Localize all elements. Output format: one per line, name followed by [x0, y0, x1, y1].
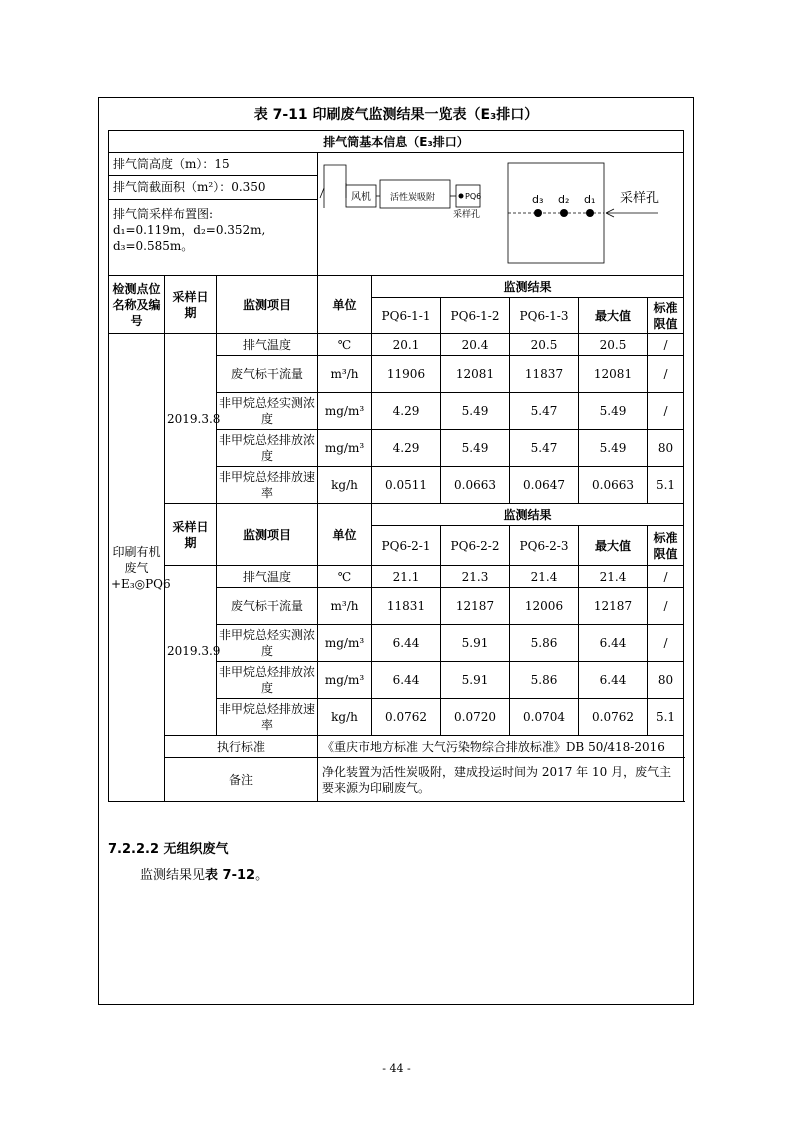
table-cell: 20.1 [372, 334, 441, 356]
point-d1-icon [586, 209, 594, 217]
col-sample-3: PQ6-1-3 [510, 298, 579, 334]
table-cell-limit: 80 [648, 662, 684, 699]
table-cell-max: 5.49 [579, 393, 648, 430]
table-cell-max: 0.0663 [579, 467, 648, 504]
table-row-unit: m³/h [318, 356, 372, 393]
table-cell: 5.91 [441, 662, 510, 699]
table-row-unit: mg/m³ [318, 393, 372, 430]
col-sample-2: PQ6-2-2 [441, 526, 510, 566]
table-caption: 表 7-11 印刷废气监测结果一览表（E₃排口） [253, 107, 539, 123]
table-cell: 20.5 [510, 334, 579, 356]
header-unit-2: 单位 [318, 504, 372, 566]
sample-hole-label: 采样孔 [453, 210, 481, 220]
table-cell-max: 20.5 [579, 334, 648, 356]
table-cell-max: 5.49 [579, 430, 648, 467]
table-cell: 5.91 [441, 625, 510, 662]
table-row-unit: kg/h [318, 699, 372, 736]
table-cell-limit: / [648, 625, 684, 662]
header-limit: 标准限值 [648, 298, 684, 334]
d2-label: d₂ [558, 193, 570, 206]
table-cell: 4.29 [372, 393, 441, 430]
point-d3-icon [534, 209, 542, 217]
header-date: 采样日期 [165, 276, 217, 334]
table-cell-max: 0.0762 [579, 699, 648, 736]
table-row-item: 非甲烷总烃排放速率 [217, 467, 318, 504]
table-cell: 0.0663 [441, 467, 510, 504]
remark-label: 备注 [165, 758, 318, 802]
layout-title: 排气筒采样布置图: [113, 206, 214, 221]
header-limit-2: 标准限值 [648, 526, 684, 566]
fan-label: 风机 [351, 192, 371, 203]
remark-value: 净化装置为活性炭吸附，建成投运时间为 2017 年 10 月，废气主要来源为印刷废气。 [318, 758, 684, 802]
table-row-item: 排气温度 [217, 334, 318, 356]
header-result-2: 监测结果 [372, 504, 684, 526]
table-cell: 5.86 [510, 662, 579, 699]
header-item: 监测项目 [217, 276, 318, 334]
col-sample-1: PQ6-1-1 [372, 298, 441, 334]
table-cell: 12006 [510, 588, 579, 625]
table-cell: 20.4 [441, 334, 510, 356]
table-cell-limit: 5.1 [648, 699, 684, 736]
standard-label: 执行标准 [165, 736, 318, 758]
standard-value: 《重庆市地方标准 大气污染物综合排放标准》DB 50/418-2016 [318, 736, 684, 758]
table-cell: 5.49 [441, 393, 510, 430]
sample-hole-big-label: 采样孔 [620, 191, 660, 206]
header-max-2: 最大值 [579, 526, 648, 566]
layout-d3: d₃=0.585m。 [113, 238, 194, 253]
table-cell-max: 6.44 [579, 625, 648, 662]
point-d2-icon [560, 209, 568, 217]
table-cell: 0.0762 [372, 699, 441, 736]
table-cell-max: 21.4 [579, 566, 648, 588]
table-cell: 12187 [441, 588, 510, 625]
adsorb-label: 活性炭吸附 [390, 193, 436, 203]
table-reference-link: 表 7-12 [205, 868, 256, 883]
table-cell: 12081 [441, 356, 510, 393]
basic-info-header: 排气筒基本信息（E₃排口） [109, 131, 684, 153]
table-cell: 21.4 [510, 566, 579, 588]
table-row-item: 非甲烷总烃排放浓度 [217, 430, 318, 467]
table-row-item: 非甲烷总烃排放速率 [217, 699, 318, 736]
group1-date: 2019.3.8 [165, 334, 217, 504]
header-date-2: 采样日期 [165, 504, 217, 566]
table-cell: 0.0647 [510, 467, 579, 504]
table-cell: 6.44 [372, 662, 441, 699]
table-cell: 0.0704 [510, 699, 579, 736]
table-row-item: 非甲烷总烃实测浓度 [217, 393, 318, 430]
table-row-unit: m³/h [318, 588, 372, 625]
layout-description [109, 199, 318, 275]
paragraph-prefix: 监测结果见 [140, 868, 206, 883]
table-cell-max: 12081 [579, 356, 648, 393]
paragraph [140, 864, 268, 883]
table-cell-limit: 5.1 [648, 467, 684, 504]
table-cell-max: 6.44 [579, 662, 648, 699]
stack-height: 排气筒高度（m）：15 [109, 153, 318, 176]
table-row-item: 废气标干流量 [217, 588, 318, 625]
table-cell-limit: 80 [648, 430, 684, 467]
col-sample-2: PQ6-1-2 [441, 298, 510, 334]
sampling-layout-diagram [318, 153, 684, 276]
header-point: 检测点位名称及编号 [109, 276, 165, 334]
table-row-unit: mg/m³ [318, 430, 372, 467]
port-dot-icon [459, 194, 464, 199]
d1-label: d₁ [584, 193, 596, 206]
point-name: 印刷有机废气+E₃◎PQ6 [109, 334, 165, 802]
header-item-2: 监测项目 [217, 504, 318, 566]
table-cell: 0.0720 [441, 699, 510, 736]
col-sample-1: PQ6-2-1 [372, 526, 441, 566]
table-row-unit: mg/m³ [318, 662, 372, 699]
table-cell: 11831 [372, 588, 441, 625]
table-cell: 6.44 [372, 625, 441, 662]
table-cell: 4.29 [372, 430, 441, 467]
table-cell: 21.1 [372, 566, 441, 588]
table-cell: 5.49 [441, 430, 510, 467]
table-cell: 5.47 [510, 430, 579, 467]
header-max: 最大值 [579, 298, 648, 334]
table-cell-limit: / [648, 356, 684, 393]
table-row-unit: kg/h [318, 467, 372, 504]
table-cell: 11837 [510, 356, 579, 393]
table-row-item: 非甲烷总烃排放浓度 [217, 662, 318, 699]
page-number: - 44 - [382, 1062, 411, 1075]
stack-area: 排气筒截面积（m²）：0.350 [109, 176, 318, 199]
table-row-item: 非甲烷总烃实测浓度 [217, 625, 318, 662]
table-row-unit: ℃ [318, 566, 372, 588]
table-cell-max: 12187 [579, 588, 648, 625]
sampling-diagram-svg [318, 153, 686, 275]
paragraph-suffix: 。 [255, 868, 269, 883]
table-cell: 21.3 [441, 566, 510, 588]
port-label: PQ6 [465, 192, 482, 201]
table-cell-limit: / [648, 334, 684, 356]
table-cell: 5.86 [510, 625, 579, 662]
col-sample-3: PQ6-2-3 [510, 526, 579, 566]
table-cell-limit: / [648, 566, 684, 588]
monitoring-table [108, 130, 684, 802]
group2-date: 2019.3.9 [165, 566, 217, 736]
table-cell: 5.47 [510, 393, 579, 430]
table-cell: 0.0511 [372, 467, 441, 504]
table-row-item: 排气温度 [217, 566, 318, 588]
table-cell-limit: / [648, 588, 684, 625]
table-row-unit: mg/m³ [318, 625, 372, 662]
table-row-item: 废气标干流量 [217, 356, 318, 393]
header-unit: 单位 [318, 276, 372, 334]
table-row-unit: ℃ [318, 334, 372, 356]
header-result: 监测结果 [372, 276, 684, 298]
d3-label: d₃ [532, 193, 544, 206]
table-cell: 11906 [372, 356, 441, 393]
layout-d1-d2: d₁=0.119m，d₂=0.352m, [113, 222, 266, 237]
section-title: 7.2.2.2 无组织废气 [108, 842, 229, 857]
table-cell-limit: / [648, 393, 684, 430]
